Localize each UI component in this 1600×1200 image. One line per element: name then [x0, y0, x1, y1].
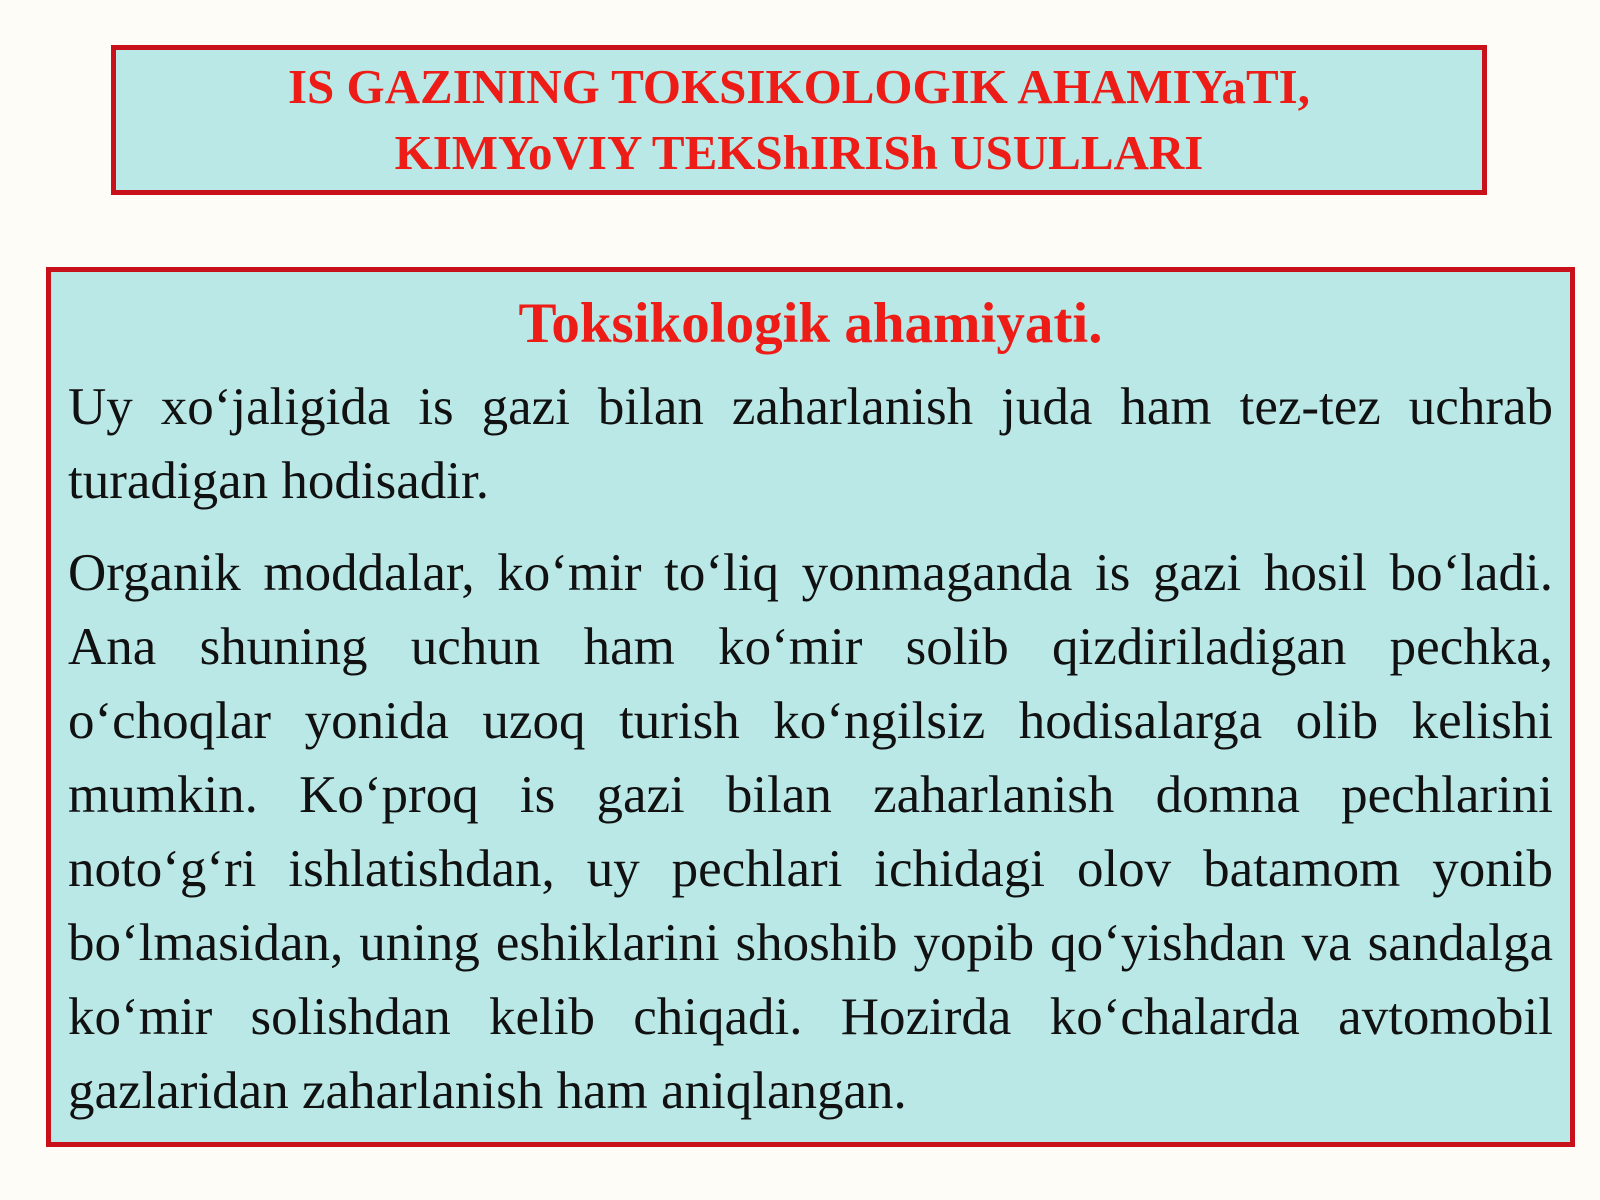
paragraph-2: Organik moddalar, ko‘mir to‘liq yonmaganda is gazi hosil bo‘ladi. Ana shuning uchun ham ko‘mir solib qizdiriladigan pechka, o‘choqlar yonida uzoq turish ko‘ngilsiz hodisalarga olib kelishi mumkin. Ko‘proq is gazi bilan zaharlanish domna pechlarini noto‘g‘ri ishlatishdan, uy pechlari ichidagi olov batamom yonib bo‘lmasidan, uning eshiklarini shoshib yopib qo‘yishdan va sandalga ko‘mir solishdan kelib chiqadi. Hozirda ko‘chalarda avtomobil gazlaridan zaharlanish ham aniqlangan.: [68, 544, 1553, 1120]
title-box: [111, 45, 1487, 195]
paragraph-1: Uy xo‘jaligida is gazi bilan zaharlanish juda ham tez-tez uchrab turadigan hodisadir.: [68, 378, 1553, 510]
slide-title-line-1: IS GAZINING TOKSIKOLOGIK AHAMIYaTI,: [287, 59, 1310, 114]
content-box: [46, 267, 1575, 1147]
slide-title-line-2: KIMYoVIY TEKShIRISh USULLARI: [394, 125, 1204, 180]
section-heading: Toksikologik ahamiyati.: [518, 292, 1103, 355]
